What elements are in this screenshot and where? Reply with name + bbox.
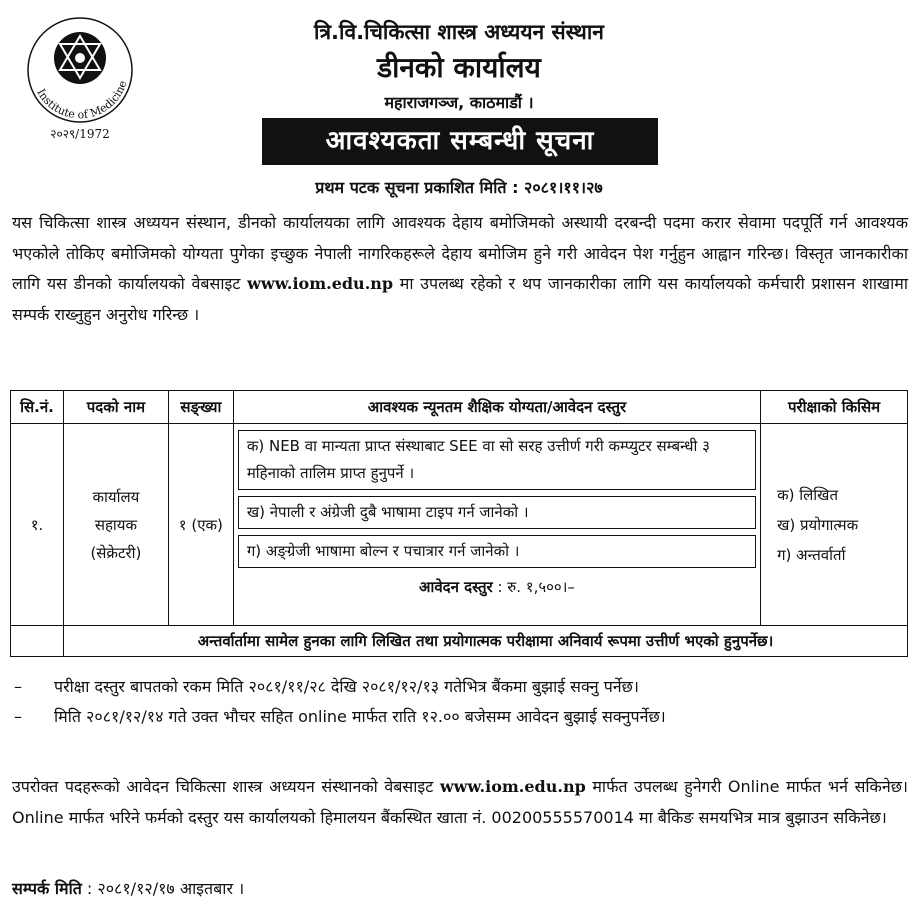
list-item [14,702,908,732]
dash-marker: – [14,707,22,726]
intro-website-link[interactable]: www.iom.edu.np [247,274,394,293]
header-count: सङ्ख्या [168,391,233,424]
post-line-1: कार्यालय [92,487,140,506]
table-header-row [11,391,908,424]
closing-text-1: उपरोक्त पदहरूको आवेदन चिकित्सा शास्त्र अध्ययन संस्थानको वेबसाइट [12,777,440,796]
cell-sn: १. [11,424,64,626]
list-item-text: मिति २०८१/१२/१४ गते उक्त भौचर सहित online मार्फत राति १२.०० बजेसम्म आवेदन बुझाई सक्नुपर्नेछ। [54,707,666,726]
header-post: पदको नाम [63,391,168,424]
interview-note: अन्तर्वार्तामा सामेल हुनका लागि लिखित तथा प्रयोगात्मक परीक्षामा अनिवार्य रूपमा उत्तीर्ण भएको हुनुपर्नेछ। [63,626,907,657]
application-fee [238,574,756,600]
vacancy-table [10,390,908,657]
university-name: त्रि.वि.चिकित्सा शास्त्र अध्ययन संस्थान [314,20,604,44]
office-address: महाराजगञ्ज, काठमाडौं । [384,93,534,112]
exam-type: ग) अन्तर्वार्ता [777,545,846,564]
closing-website-link[interactable]: www.iom.edu.np [439,777,586,796]
fee-label: आवेदन दस्तुर [419,578,493,596]
post-line-3: (सेक्रेटरी) [90,543,142,562]
intro-text-2: मा उपलब्ध रहेको र थप जानकारीका लागि यस कार्यालयको कर्मचारी प्रशासन शाखामा सम्पर्क राख्नुहुन अनुरोध गरिन्छ । [12,274,908,324]
list-item-text: परीक्षा दस्तुर बापतको रकम मिति २०८१/११/२८ देखि २०८१/१२/१३ गतेभित्र बैंकमा बुझाई सक्नु पर्नेछ। [54,677,639,696]
logo-arc-text: Institute of Medicine [34,78,130,122]
contact-value: : २०८१/१२/१७ आइतबार । [81,879,245,898]
intro-paragraph [12,208,908,330]
cell-post [63,424,168,626]
exam-type: क) लिखित [777,485,838,504]
header-qualification: आवश्यक न्यूनतम शैक्षिक योग्यता/आवेदन दस्तुर [233,391,760,424]
dash-marker: – [14,677,22,696]
cell-qualifications [233,424,760,626]
closing-text-2: मार्फत उपलब्ध हुनेगरी Online मार्फत भर्न सकिनेछ। Online मार्फत भरिने फर्मको दस्तुर यस कार्यालयको हिमालयन बैंकस्थित खाता नं. 00200555570014 मा बैकिङ समयभित्र मात्र बुझाउन सकिनेछ। [12,777,908,827]
cell-count: १ (एक) [168,424,233,626]
exam-type: ख) प्रयोगात्मक [777,515,859,534]
table-note-row [11,626,908,657]
table-row [11,424,908,626]
publish-date: प्रथम पटक सूचना प्रकाशित मिति : २०८१।११।२७ [315,178,603,197]
instruction-list [14,672,908,732]
contact-label: सम्पर्क मिति [12,879,82,898]
closing-paragraph [12,772,908,833]
office-name: डीनको कार्यालय [377,51,541,84]
contact-date [12,877,244,899]
header-sn: सि.नं. [11,391,64,424]
notice-title: आवश्यकता सम्बन्धी सूचना [262,118,658,165]
qualification-item: क) NEB वा मान्यता प्राप्त संस्थाबाट SEE वा सो सरह उत्तीर्ण गरी कम्प्युटर सम्बन्धी ३ महिनाको तालिम प्राप्त हुनुपर्ने । [238,430,756,490]
logo-year: २०२९/1972 [50,127,110,141]
list-item [14,672,908,702]
header-exam: परीक्षाको किसिम [761,391,908,424]
cell-exam-types [761,424,908,626]
note-spacer [11,626,64,657]
post-line-2: सहायक [94,515,138,534]
qualification-item: ख) नेपाली र अंग्रेजी दुबै भाषामा टाइप गर्न जानेको । [238,496,756,529]
fee-value: : रु. १,५००।– [492,578,575,596]
qualification-item: ग) अङ्ग्रेजी भाषामा बोल्न र पचात्रार गर्न जानेको । [238,535,756,568]
intro-text-1: यस चिकित्सा शास्त्र अध्ययन संस्थान, डीनको कार्यालयका लागि आवश्यक देहाय बमोजिमको अस्थायी दरबन्दी पदमा करार सेवामा पदपूर्ति गर्न आवश्यक भएकोले तोकिए बमोजिमको योग्यता पुगेका इच्छुक नेपाली नागरिकहरूले देहाय बमोजिम हुने गरी आवेदन पेश गर्नुहुन आह्वान गरिन्छ। विस्तृत जानकारीका लागि यस डीनको कार्यालयको वेबसाइट [12,213,908,293]
